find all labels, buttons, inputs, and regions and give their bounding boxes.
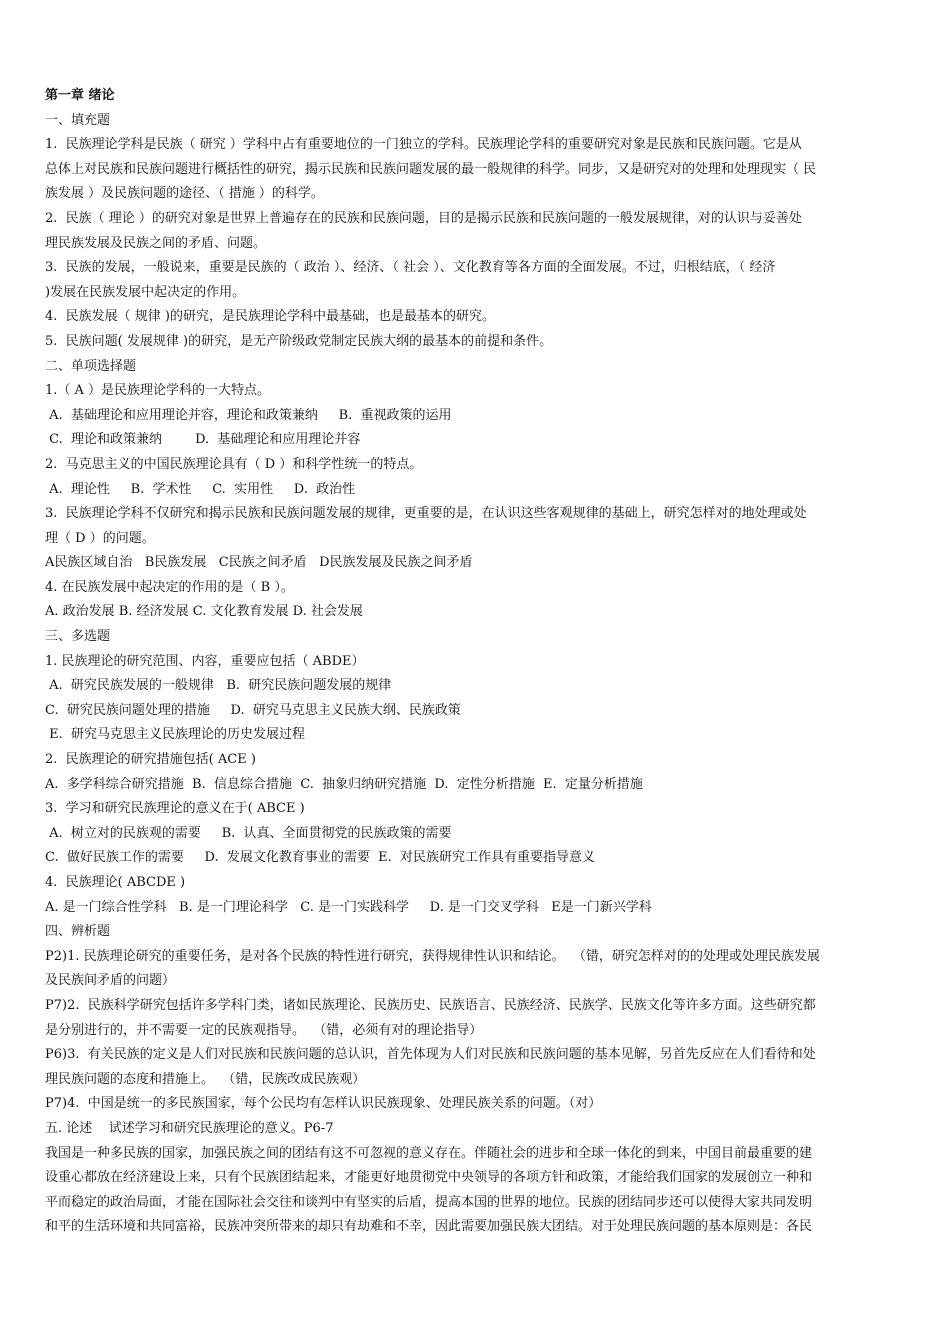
- document-body: [45, 84, 907, 1240]
- text-line: C. 理论和政策兼纳 D. 基础理论和应用理论并容: [45, 432, 361, 448]
- text-line: 和平的生活环境和共同富裕，民族冲突所带来的却只有劫难和不幸，因此需要加强民族大团结。对于处理民族问题的基本原则是：各民: [45, 1219, 813, 1235]
- text-line: 五. 论述 试述学习和研究民族理论的意义。P6-7: [45, 1120, 334, 1136]
- text-line: E. 研究马克思主义民族理论的历史发展过程: [45, 727, 306, 743]
- chapter-title: 第一章 绪论: [45, 88, 115, 103]
- text-line: 总体上对民族和民族问题进行概括性的研究，揭示民族和民族问题发展的最一般规律的科学。同步，又是研究对的处理和处理现实（ 民: [45, 161, 817, 177]
- text-line: A民族区域自治 B民族发展 C民族之间矛盾 D民族发展及民族之间矛盾: [45, 555, 473, 571]
- text-line: P7)2. 民族科学研究包括许多学科门类，诸如民族理论、民族历史、民族语言、民族经济、民族学、民族文化等许多方面。这些研究都: [45, 997, 816, 1013]
- text-line: A. 是一门综合性学科 B. 是一门理论科学 C. 是一门实践科学 D. 是一门交叉学科 E是一门新兴学科: [45, 899, 652, 915]
- text-line: A. 政治发展 B. 经济发展 C. 文化教育发展 D. 社会发展: [45, 604, 363, 620]
- text-line: 5. 民族问题( 发展规律 )的研究，是无产阶级政党制定民族大纲的最基本的前提和条件。: [45, 333, 553, 349]
- text-line: 四、辨析题: [45, 924, 111, 940]
- text-line: 1.（ A ）是民族理论学科的一大特点。: [45, 383, 271, 399]
- text-line: A. 基础理论和应用理论并容，理论和政策兼纳 B. 重视政策的运用: [45, 407, 452, 423]
- text-line: 二、单项选择题: [45, 358, 137, 374]
- text-line: P7)4. 中国是统一的多民族国家，每个公民均有怎样认识民族现象、处理民族关系的问题。（对）: [45, 1096, 602, 1112]
- text-line: 1. 民族理论学科是民族（ 研究 ）学科中占有重要地位的一门独立的学科。民族理论学科的重要研究对象是民族和民族问题。它是从: [45, 137, 802, 153]
- text-line: 2. 民族（ 理论 ）的研究对象是世界上普遍存在的民族和民族问题，目的是揭示民族和民族问题的一般发展规律，对的认识与妥善处: [45, 210, 802, 226]
- text-line: 4. 在民族发展中起决定的作用的是（ B ）。: [45, 579, 294, 595]
- text-line: A. 多学科综合研究措施 B. 信息综合措施 C. 抽象归纳研究措施 D. 定性分析措施 E. 定量分析措施: [45, 776, 643, 792]
- text-line: C. 做好民族工作的需要 D. 发展文化教育事业的需要 E. 对民族研究工作具有重要指导意义: [45, 850, 596, 866]
- text-line: 设重心都放在经济建设上来，只有个民族团结起来，才能更好地贯彻党中央领导的各项方针和政策，才能给我们国家的发展创立一种和: [45, 1170, 813, 1186]
- text-line: 2. 马克思主义的中国民族理论具有（ D ）和科学性统一的特点。: [45, 456, 423, 472]
- text-line: A. 树立对的民族观的需要 B. 认真、全面贯彻党的民族政策的需要: [45, 825, 452, 841]
- text-line: 4. 民族发展（ 规律 )的研究，是民族理论学科中最基础，也是最基本的研究。: [45, 309, 496, 325]
- text-line: 3. 学习和研究民族理论的意义在于( ABCE ): [45, 801, 305, 817]
- text-line: 3. 民族的发展，一般说来，重要是民族的（ 政治 ）、经济、（ 社会 ）、文化教育等各方面的全面发展。不过，归根结底，（ 经济: [45, 260, 776, 276]
- text-line: A. 理论性 B. 学术性 C. 实用性 D. 政治性: [45, 481, 356, 497]
- text-line: P2)1. 民族理论研究的重要任务，是对各个民族的特性进行研究，获得规律性认识和结论。 （错，研究怎样对的的处理或处理民族发展: [45, 948, 820, 964]
- text-line: )发展在民族发展中起决定的作用。: [45, 284, 246, 300]
- text-line: 及民族间矛盾的问题）: [45, 973, 176, 989]
- text-line: 族发展 ）及民族问题的途径、（ 措施 ）的科学。: [45, 186, 324, 202]
- text-line: 一、填充题: [45, 112, 111, 128]
- text-line: 三、多选题: [45, 629, 111, 645]
- text-line: 平而稳定的政治局面，才能在国际社会交往和谈判中有坚实的后盾，提高本国的世界的地位。民族的团结同步还可以使得大家共同发明: [45, 1194, 813, 1210]
- text-line: 1. 民族理论的研究范围、内容，重要应包括（ ABDE）: [45, 653, 365, 669]
- text-line: 理民族问题的态度和措施上。 （错，民族改成民族观）: [45, 1071, 366, 1087]
- text-line: 理（ D ）的问题。: [45, 530, 155, 546]
- text-line: 2. 民族理论的研究措施包括( ACE ): [45, 752, 256, 768]
- text-line: 我国是一种多民族的国家，加强民族之间的团结有这不可忽视的意义存在。伴随社会的进步和全球一体化的到来，中国目前最重要的建: [45, 1145, 813, 1161]
- text-line: C. 研究民族问题处理的措施 D. 研究马克思主义民族大纲、民族政策: [45, 702, 461, 718]
- text-line: P6)3. 有关民族的定义是人们对民族和民族问题的总认识，首先体现为人们对民族和民族问题的基本见解，另首先反应在人们看待和处: [45, 1047, 816, 1063]
- text-line: 理民族发展及民族之间的矛盾、问题。: [45, 235, 267, 251]
- text-line: 4. 民族理论( ABCDE ): [45, 875, 186, 890]
- text-line: A. 研究民族发展的一般规律 B. 研究民族问题发展的规律: [45, 678, 392, 694]
- text-line: 3. 民族理论学科不仅研究和揭示民族和民族问题发展的规律，更重要的是，在认识这些客观规律的基础上，研究怎样对的地处理或处: [45, 506, 807, 522]
- text-line: 是分别进行的，并不需要一定的民族观指导。 （错，必须有对的理论指导）: [45, 1022, 483, 1038]
